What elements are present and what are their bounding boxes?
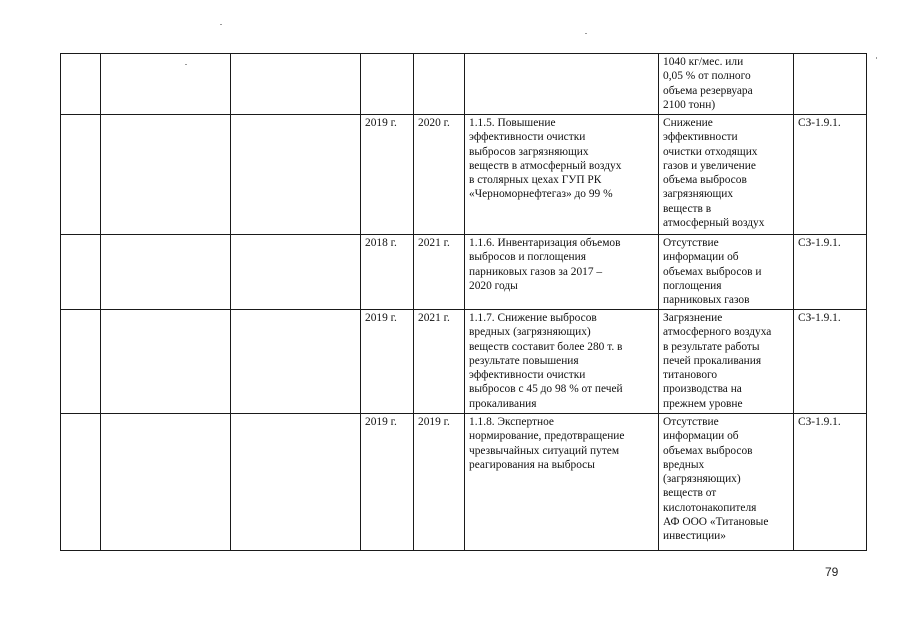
table-cell-end: 2021 г.	[414, 235, 465, 310]
table-cell-measure: 1.1.5. Повышение эффективности очистки выбросов загрязняющих веществ в атмосферный воздух в столярных цехах ГУП РК «Черноморнефтегаз» до 99 %	[465, 115, 659, 235]
table-cell-measure: 1.1.7. Снижение выбросов вредных (загрязняющих) веществ составит более 280 т. в результате повышения эффективности очистки выбросов с 45 до 98 % от печей прокаливания	[465, 310, 659, 414]
table-cell-reference: СЗ-1.9.1.	[794, 235, 867, 310]
table-cell-measure	[465, 54, 659, 115]
table-row	[61, 115, 867, 235]
table-row	[61, 310, 867, 414]
table-cell-start: 2019 г.	[361, 115, 414, 235]
table-cell-reference: СЗ-1.9.1.	[794, 310, 867, 414]
table-cell-task	[231, 310, 361, 414]
table-cell-number	[61, 54, 101, 115]
table-cell-measure: 1.1.8. Экспертное нормирование, предотвращение чрезвычайных ситуаций путем реагирования на выбросы	[465, 414, 659, 551]
table-cell-number	[61, 414, 101, 551]
table-row	[61, 235, 867, 310]
table-cell-start: 2019 г.	[361, 310, 414, 414]
table-cell-end: 2019 г.	[414, 414, 465, 551]
table-cell-problem: Отсутствие информации об объемах выбросов вредных (загрязняющих) веществ от кислотонакопителя АФ ООО «Титановые инвестиции»	[659, 414, 794, 551]
table-cell-task	[231, 414, 361, 551]
table-cell-problem: Снижение эффективности очистки отходящих газов и увеличение объема выбросов загрязняющих веществ в атмосферный воздух	[659, 115, 794, 235]
table-cell-start	[361, 54, 414, 115]
scan-speck	[585, 33, 587, 34]
table-cell-problem: Отсутствие информации об объемах выбросов и поглощения парниковых газов	[659, 235, 794, 310]
page-number: 79	[825, 565, 839, 579]
table-cell-goal	[101, 54, 231, 115]
table-cell-number	[61, 310, 101, 414]
scan-speck	[876, 57, 877, 59]
table-cell-end: 2020 г.	[414, 115, 465, 235]
table-cell-number	[61, 235, 101, 310]
table-cell-goal	[101, 115, 231, 235]
table-cell-task	[231, 54, 361, 115]
table-cell-reference: СЗ-1.9.1.	[794, 115, 867, 235]
table-cell-problem: Загрязнение атмосферного воздуха в результате работы печей прокаливания титанового производства на прежнем уровне	[659, 310, 794, 414]
scan-speck	[185, 64, 187, 65]
document-table	[60, 53, 867, 551]
table-cell-number	[61, 115, 101, 235]
table-cell-task	[231, 115, 361, 235]
table-cell-reference	[794, 54, 867, 115]
table-cell-start: 2019 г.	[361, 414, 414, 551]
table-cell-goal	[101, 414, 231, 551]
table-cell-task	[231, 235, 361, 310]
table-row	[61, 54, 867, 115]
scan-speck	[220, 24, 222, 25]
table-cell-goal	[101, 310, 231, 414]
table-cell-end	[414, 54, 465, 115]
table-cell-measure: 1.1.6. Инвентаризация объемов выбросов и поглощения парниковых газов за 2017 – 2020 годы	[465, 235, 659, 310]
table-row	[61, 414, 867, 551]
table-cell-start: 2018 г.	[361, 235, 414, 310]
table-cell-end: 2021 г.	[414, 310, 465, 414]
table-cell-goal	[101, 235, 231, 310]
table-cell-problem: 1040 кг/мес. или 0,05 % от полного объема резервуара 2100 тонн)	[659, 54, 794, 115]
table-cell-reference: СЗ-1.9.1.	[794, 414, 867, 551]
